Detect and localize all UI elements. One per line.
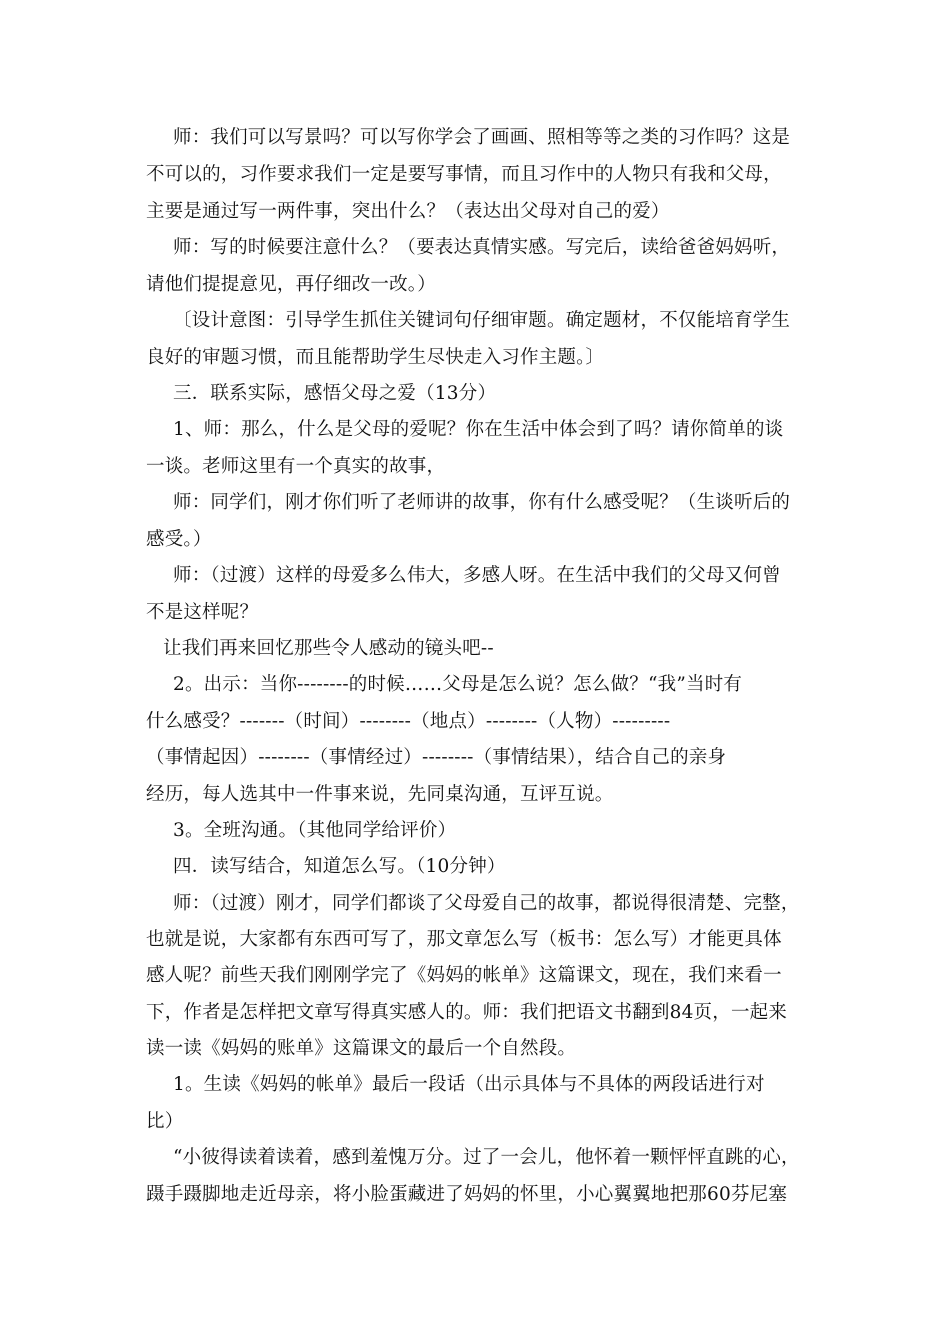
text-line: 感受。） <box>146 529 212 550</box>
section-heading: 三．联系实际，感悟父母之爱（13分） <box>173 383 497 404</box>
text-line: 也就是说，大家都有东西可写了，那文章怎么写（板书：怎么写）才能更具体 <box>146 929 782 950</box>
text-line: 经历，每人选其中一件事来说，先同桌沟通，互评互说。 <box>146 784 614 805</box>
text-line: 1、师：那么，什么是父母的爱呢？你在生活中体会到了吗？请你简单的谈 <box>173 419 784 440</box>
text-line: 师：写的时候要注意什么？（要表达真情实感。写完后，读给爸爸妈妈听， <box>173 237 791 258</box>
text-line: 2。出示：当你--------的时候……父母是怎么说？怎么做？“我”当时有 <box>173 674 743 695</box>
text-line: 3。全班沟通。（其他同学给评价） <box>173 820 457 841</box>
text-line: 读一读《妈妈的账单》这篇课文的最后一个自然段。 <box>146 1038 577 1059</box>
text-line: 一谈。老师这里有一个真实的故事， <box>146 456 446 477</box>
text-line: 良好的审题习惯，而且能帮助学生尽快走入习作主题。〕 <box>146 347 605 368</box>
text-line: 师：同学们，刚才你们听了老师讲的故事，你有什么感受呢？（生谈听后的 <box>173 492 791 513</box>
text-line: 师：（过渡）这样的母爱多么伟大，多感人呀。在生活中我们的父母又何曾 <box>173 565 781 586</box>
text-line: 师：我们可以写景吗？可以写你学会了画画、照相等等之类的习作吗？这是 <box>173 127 791 148</box>
text-line: 〔设计意图：引导学生抓住关键词句仔细审题。确定题材，不仅能培育学生 <box>173 310 791 331</box>
text-line: 师：（过渡）刚才，同学们都谈了父母爱自己的故事，都说得很清楚、完整， <box>173 893 800 914</box>
text-line: 不是这样呢？ <box>146 602 259 623</box>
text-line: 不可以的，习作要求我们一定是要写事情，而且习作中的人物只有我和父母， <box>146 164 782 185</box>
text-line: （事情起因）--------（事情经过）--------（事情结果），结合自己的亲身 <box>146 747 727 768</box>
text-line: 主要是通过写一两件事，突出什么？（表达出父母对自己的爱） <box>146 201 670 222</box>
text-line: 比） <box>146 1111 184 1132</box>
text-line: 感人呢？前些天我们刚刚学完了《妈妈的帐单》这篇课文，现在，我们来看一 <box>146 965 782 986</box>
text-line: 下，作者是怎样把文章写得真实感人的。师：我们把语文书翻到84页，一起来 <box>146 1002 788 1023</box>
text-line: 什么感受？-------（时间）--------（地点）--------（人物）--------- <box>146 711 671 732</box>
text-line: “小彼得读着读着，感到羞愧万分。过了一会儿，他怀着一颗怦怦直跳的心， <box>173 1147 800 1168</box>
text-line: 蹑手蹑脚地走近母亲，将小脸蛋藏进了妈妈的怀里，小心翼翼地把那60芬尼塞 <box>146 1184 788 1205</box>
text-line: 1。生读《妈妈的帐单》最后一段话（出示具体与不具体的两段话进行对 <box>173 1074 765 1095</box>
text-line: 请他们提提意见，再仔细改一改。） <box>146 274 436 295</box>
text-line: 让我们再来回忆那些令人感动的镜头吧-- <box>163 638 494 659</box>
section-heading: 四．读写结合，知道怎么写。（10分钟） <box>173 856 506 877</box>
